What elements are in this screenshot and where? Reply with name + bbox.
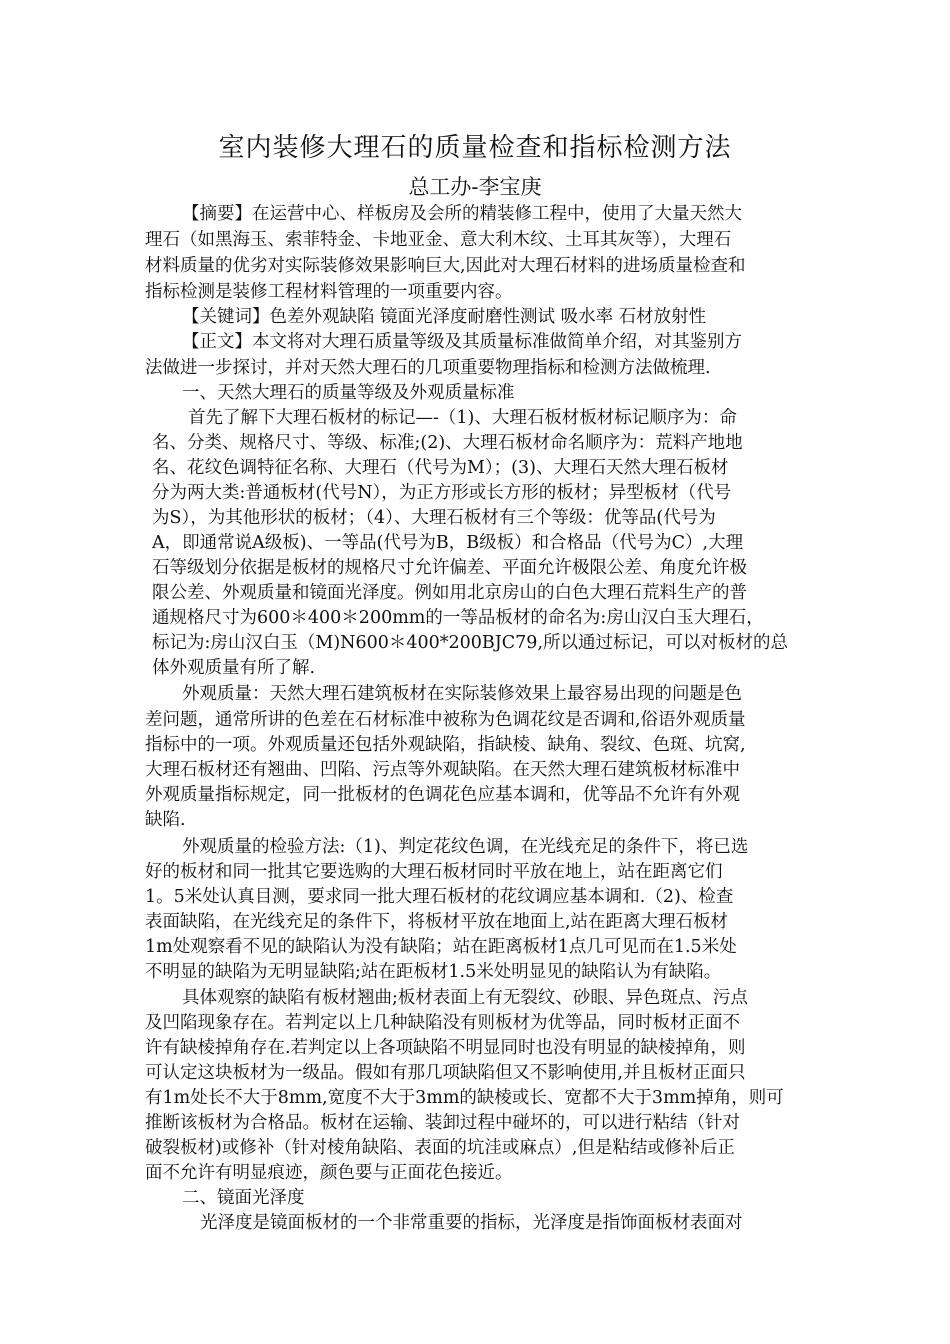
body-line: 名、分类、规格尺寸、等级、标准;(2)、大理石板材命名顺序为：荒料产地地 [152, 433, 743, 453]
body-line: 外观质量：天然大理石建筑板材在实际装修效果上最容易出现的问题是色 [182, 684, 742, 704]
body-line: 法做进一步探讨，并对天然大理石的几项重要物理指标和检测方法做梳理. [145, 358, 711, 378]
body-line: A，即通常说A级板)、一等品(代号为B，B级板）和合格品（代号为C）,大理 [152, 533, 744, 553]
document-title: 室内装修大理石的质量检查和指标检测方法 [218, 133, 732, 163]
body-line: 可认定这块板材为一级品。假如有那几项缺陷但又不影响使用,并且板材正面只 [145, 1063, 746, 1083]
body-line: 破裂板材)或修补（针对棱角缺陷、表面的坑洼或麻点）,但是粘结或修补后正 [145, 1138, 735, 1158]
body-line: 许有缺棱掉角存在.若判定以上各项缺陷不明显同时也没有明显的缺棱掉角，则 [145, 1038, 746, 1058]
body-line: 具体观察的缺陷有板材翘曲;板材表面上有无裂纹、砂眼、异色斑点、污点 [182, 988, 748, 1008]
body-line: 名、花纹色调特征名称、大理石（代号为M）；(3)、大理石天然大理石板材 [152, 458, 729, 478]
abstract-line: 理石（如黑海玉、索菲特金、卡地亚金、意大利木纹、土耳其灰等），大理石 [145, 230, 732, 250]
body-line: 石等级划分依据是板材的规格尺寸允许偏差、平面允许极限公差、角度允许极 [152, 558, 747, 578]
body-line: 不明显的缺陷为无明显缺陷;站在距板材1.5米处明显见的缺陷认为有缺陷。 [145, 962, 722, 982]
body-line: 缺陷. [145, 810, 186, 830]
body-line: 分为两大类:普通板材(代号N），为正方形或长方形的板材；异型板材（代号 [152, 483, 732, 503]
body-line: 首先了解下大理石板材的标记—-（1)、大理石板材板材标记顺序为：命 [188, 408, 737, 428]
document-author: 总工办-李宝庚 [408, 175, 542, 199]
body-line: 推断该板材为合格品。板材在运输、装卸过程中碰坏的，可以进行粘结（针对 [145, 1113, 740, 1133]
body-line: 面不允许有明显痕迹，颜色要与正面花色接近。 [145, 1163, 513, 1183]
body-line: 光泽度是镜面板材的一个非常重要的指标，光泽度是指饰面板材表面对 [200, 1213, 743, 1233]
body-line: 表面缺陷，在光线充足的条件下，将板材平放在地面上,站在距离大理石板材 [145, 912, 729, 932]
body-line: 体外观质量有所了解. [152, 658, 316, 678]
section-heading: 一、天然大理石的质量等级及外观质量标准 [182, 383, 515, 403]
section-heading: 二、镜面光泽度 [182, 1188, 305, 1208]
body-line: 指标中的一项。外观质量还包括外观缺陷，指缺棱、缺角、裂纹、色斑、坑窝, [145, 735, 746, 755]
body-line: 差问题，通常所讲的色差在石材标准中被称为色调花纹是否调和,俗语外观质量 [145, 710, 746, 730]
body-line: 1m处观察看不见的缺陷认为没有缺陷；站在距离板材1点几可见而在1.5米处 [145, 937, 737, 957]
abstract-line: 指标检测是装修工程材料管理的一项重要内容。 [145, 282, 513, 302]
body-line: 1。5米处认真目测，要求同一批大理石板材的花纹调应基本调和.（2)、检查 [145, 887, 734, 907]
body-line: 及凹陷现象存在。若判定以上几种缺陷没有则板材为优等品，同时板材正面不 [145, 1013, 740, 1033]
body-line: 限公差、外观质量和镜面光泽度。例如用北京房山的白色大理石荒料生产的普 [152, 583, 747, 603]
body-line: 【正文】本文将对大理石质量等级及其质量标准做简单介绍，对其鉴别方 [182, 332, 742, 352]
body-line: 好的板材和同一批其它要选购的大理石板材同时平放在地上，站在距离它们 [145, 862, 723, 882]
body-line: 有1m处长不大于8mm,宽度不大于3mm的缺棱或长、宽都不大于3mm掉角，则可 [145, 1088, 784, 1108]
body-line: 大理石板材还有翘曲、凹陷、污点等外观缺陷。在天然大理石建筑板材标准中 [145, 760, 740, 780]
body-line: 为S），为其他形状的板材；（4）、大理石板材有三个等级：优等品(代号为 [152, 508, 716, 528]
body-line: 外观质量指标规定，同一批板材的色调花色应基本调和，优等品不允许有外观 [145, 785, 740, 805]
abstract-line: 材料质量的优劣对实际装修效果影响巨大,因此对大理石材料的进场质量检查和 [145, 256, 746, 276]
body-line: 外观质量的检验方法:（1)、判定花纹色调，在光线充足的条件下，将已选 [182, 837, 749, 857]
keywords-line: 【关键词】色差外观缺陷 镜面光泽度耐磨性测试 吸水率 石材放射性 [182, 307, 707, 327]
abstract-line: 【摘要】在运营中心、样板房及会所的精装修工程中，使用了大量天然大 [182, 204, 742, 224]
body-line: 标记为:房山汉白玉（M)N600＊400*200BJC79,所以通过标记，可以对板材的总 [152, 633, 789, 653]
body-line: 通规格尺寸为600＊400＊200mm的一等品板材的命名为:房山汉白玉大理石， [152, 608, 764, 628]
